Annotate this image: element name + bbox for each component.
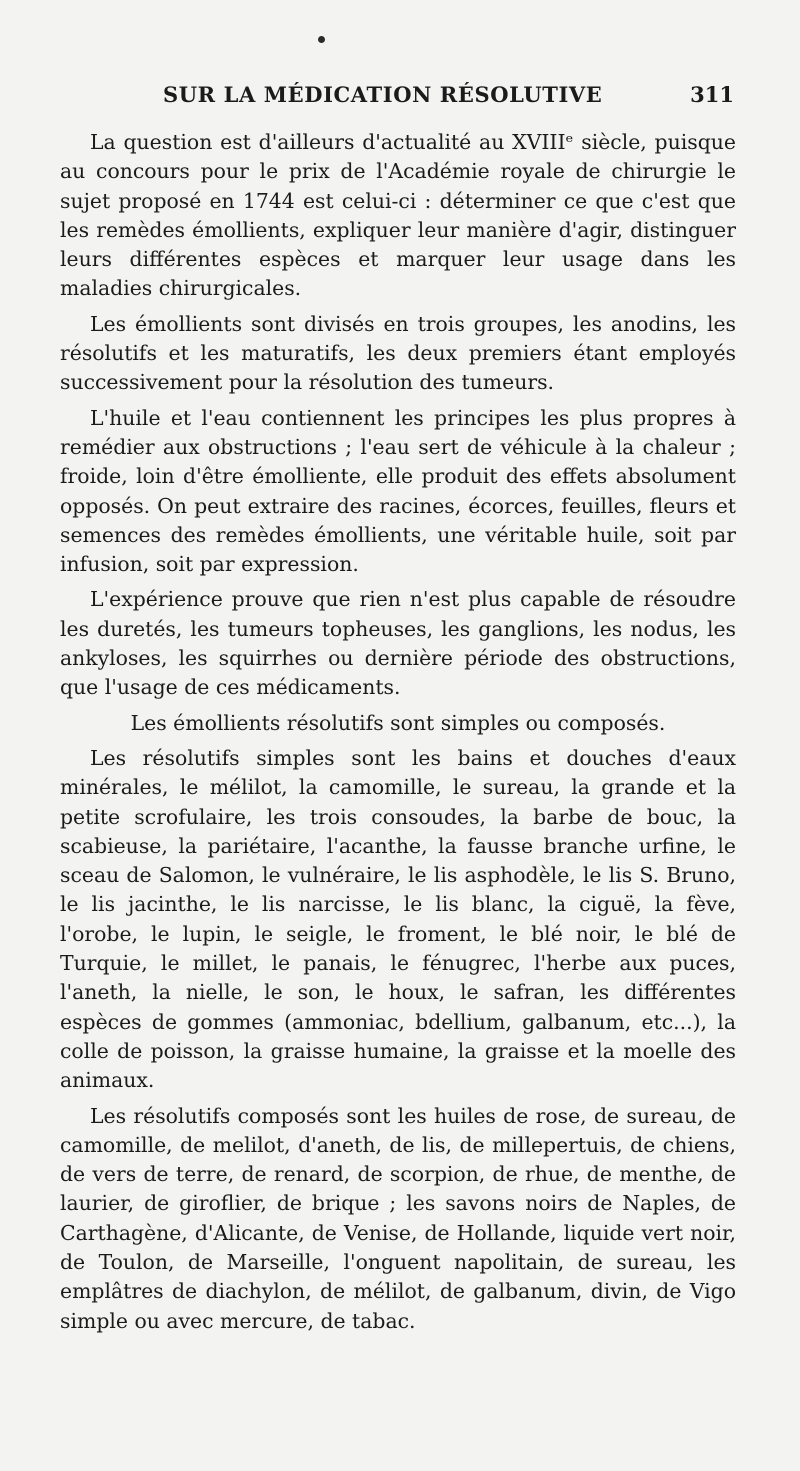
paragraph: Les résolutifs simples sont les bains et douches d'eaux minérales, le mélilot, la camomille, le sureau, la grande et la petite scrofulaire, les trois consoudes, la barbe de bouc, la scabieuse, la pariétaire, l'acanthe, la fausse branche urfine, le sceau de Salomon, le vulnéraire, le lis asphodèle, le lis S. Bruno, le lis jacinthe, le lis narcisse, le lis blanc, la ciguë, la fève, l'orobe, le lupin, le seigle, le froment, le blé noir, le blé de Turquie, le millet, le panais, le fénugrec, l'herbe aux puces, l'aneth, la nielle, le son, le houx, le safran, les différentes espèces de gommes (ammoniac, bdellium, galbanum, etc...), la colle de poisson, la graisse humaine, la graisse et la moelle des animaux. <box>60 745 736 1093</box>
body-text <box>60 128 736 1342</box>
paragraph: L'expérience prouve que rien n'est plus capable de résoudre les duretés, les tumeurs topheuses, les ganglions, les nodus, les ankyloses, les squirrhes ou dernière période des obstructions, que l'usage de ces médicaments. <box>60 587 736 700</box>
paragraph: Les résolutifs composés sont les huiles de rose, de sureau, de camomille, de melilot, d'aneth, de lis, de millepertuis, de chiens, de vers de terre, de renard, de scorpion, de rhue, de menthe, de laurier, de giroflier, de brique ; les savons noirs de Naples, de Carthagène, d'Alicante, de Venise, de Hollande, liquide vert noir, de Toulon, de Marseille, l'onguent napolitain, de sureau, les emplâtres de diachylon, de mélilot, de galbanum, divin, de Vigo simple ou avec mercure, de tabac. <box>60 1103 736 1333</box>
print-speck <box>318 36 325 43</box>
paragraph: L'huile et l'eau contiennent les principes les plus propres à remédier aux obstructions ; l'eau sert de véhicule à la chaleur ; froide, loin d'être émolliente, elle produit des effets absolument opposés. On peut extraire des racines, écorces, feuilles, fleurs et semences des remèdes émollients, une véritable huile, soit par infusion, soit par expression. <box>60 405 736 577</box>
paragraph: Les émollients résolutifs sont simples ou composés. <box>130 710 666 735</box>
paragraph: Les émollients sont divisés en trois groupes, les anodins, les résolutifs et les maturatifs, les deux premiers étant employés successivement pour la résolution des tumeurs. <box>60 311 736 395</box>
page-header <box>60 82 736 112</box>
paragraph: La question est d'ailleurs d'actualité au XVIIIᵉ siècle, puisque au concours pour le prix de l'Académie royale de chirurgie le sujet proposé en 1744 est celui-ci : déterminer ce que c'est que les remèdes émollients, expliquer leur manière d'agir, distinguer leurs différentes espèces et marquer leur usage dans les maladies chirurgicales. <box>60 130 736 301</box>
running-title: SUR LA MÉDICATION RÉSOLUTIVE <box>163 82 603 107</box>
page-number: 311 <box>690 82 734 107</box>
